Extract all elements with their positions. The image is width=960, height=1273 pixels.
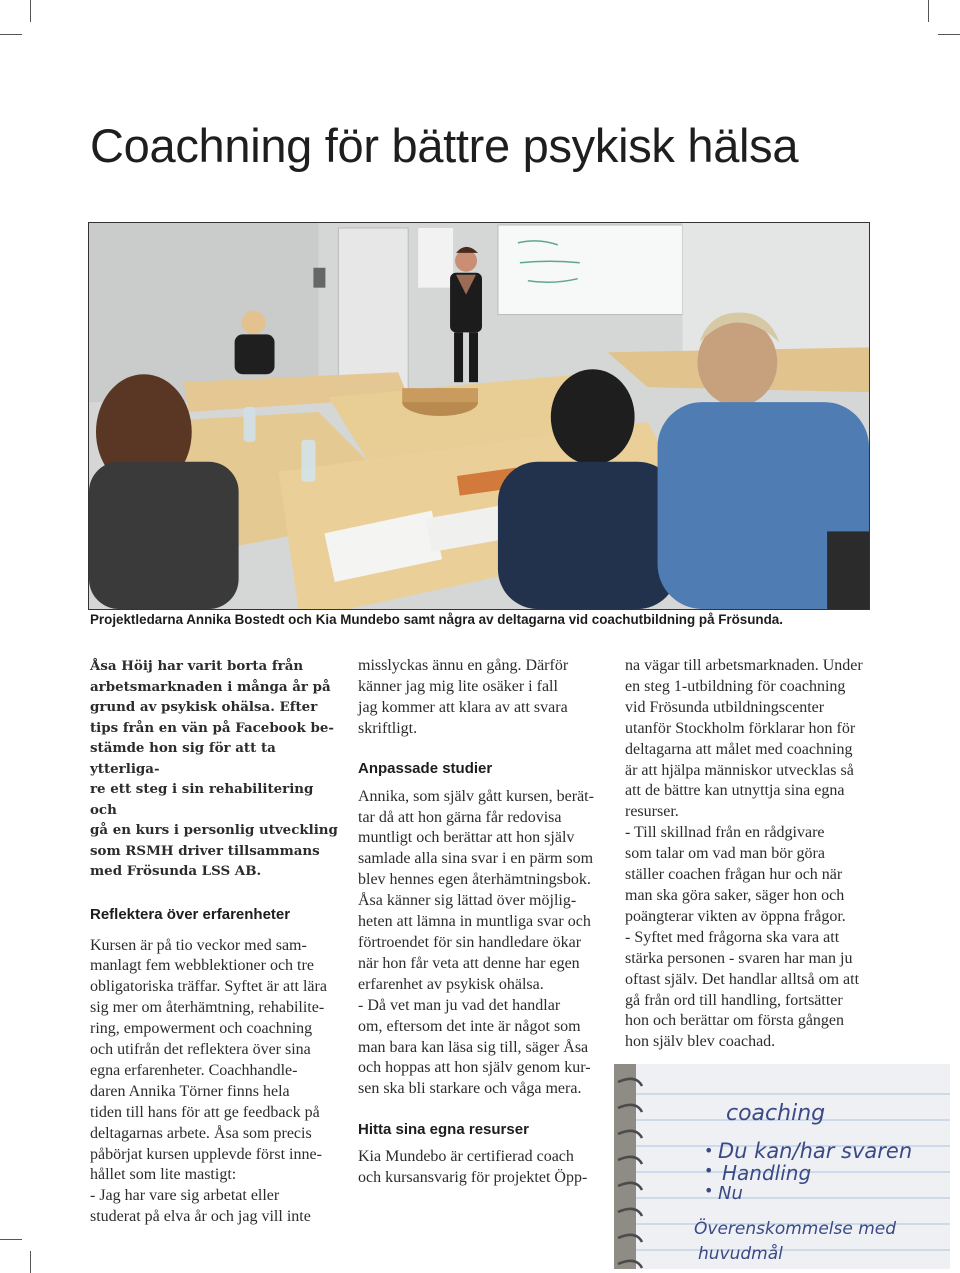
- crop-mark: [0, 1239, 22, 1240]
- body-paragraph: misslyckas ännu en gång. Därför känner jag mig lite osäker i fall jag kommer att klara av att svara skriftligt.: [358, 657, 569, 737]
- section-heading-own-resources: Hitta sina egna resurser: [358, 1121, 529, 1139]
- notebook-bullet: Handling: [722, 1161, 812, 1185]
- svg-text:•: •: [704, 1141, 714, 1160]
- photo-caption: Projektledarna Annika Bostedt och Kia Mundebo samt några av deltagarna vid coachutbildning på Frösunda.: [90, 612, 783, 627]
- crop-mark: [928, 0, 929, 22]
- body-paragraph: Kursen är på tio veckor med sam- manlagt fem webblektioner och tre obligatoriska träffar. Syftet är att lära sig mer om återhämtning, rehabilite- ring, empowerment och coachning och utifrån det reflektera över sina egna erfarenheter. Coachhandle- daren Annika Törner finns hela tiden till hans för att ge feedback på deltagarnas arbete. Åsa som precis påbörjat kursen upplevde först inne- hållet som lite mastigt: - Jag har vare sig arbetat eller studerat på elva år och jag vill inte: [90, 936, 327, 1226]
- lead-paragraph: Åsa Höij har varit borta från arbetsmarknaden i många år på grund av psykisk ohälsa. Efter tips från en vän på Facebook be- stämde hon sig för att ta ytterliga- re ett steg i sin rehabilitering och gå en kurs i personlig utveckling som RSMH driver tillsammans med Frösunda LSS AB.: [90, 658, 338, 879]
- notebook-bullet: Du kan/har svaren: [718, 1139, 913, 1163]
- crop-mark: [30, 1251, 31, 1273]
- notebook-bullet: Nu: [718, 1183, 743, 1204]
- section-heading-reflect: Reflektera över erfarenheter: [90, 905, 291, 923]
- notebook-photo: [614, 1064, 950, 1269]
- article-title: Coachning för bättre psykisk hälsa: [90, 119, 799, 172]
- section-heading-adapted-studies: Anpassade studier: [358, 759, 493, 777]
- column-2: [358, 656, 608, 1189]
- crop-mark: [938, 34, 960, 35]
- body-paragraph: Annika, som själv gått kursen, berät- tar då att hon gärna får redovisa muntligt och berättar att hon själv samlade alla sina svar i en pärm som blev hennes egen återhämtningsbok. Åsa känner sig lättad över möjlig- heten att lämna in muntliga svar och förtroendet för sin handledare ökar när hon får veta att denne har egen erfarenhet av psykisk ohälsa. - Då vet man ju vad det handlar om, eftersom det inte är något som man bara kan läsa sig till, säger Åsa och hoppas att hon själv genom kur- sen ska bli starkare och våga mera.: [358, 787, 594, 1098]
- notebook-footer-line: Överenskommelse med: [694, 1219, 897, 1239]
- svg-text:•: •: [704, 1181, 714, 1200]
- body-paragraph: Kia Mundebo är certifierad coach och kursansvarig för projektet Öpp-: [358, 1148, 588, 1187]
- crop-mark: [30, 0, 31, 22]
- notebook-heading: coaching: [726, 1101, 826, 1126]
- body-paragraph: na vägar till arbetsmarknaden. Under en steg 1-utbildning för coachning vid Frösunda utbildningscenter utanför Stockholm förklarar hon för deltagarna att målet med coachning är att hjälpa människor utvecklas så att de bättre kan utnyttja sina egna resurser. - Till skillnad från en rådgivare som talar om vad man bör göra ställer coachen frågan hur och när man ska göra saker, säger hon och poängterar vikten av öppna frågor. - Syftet med frågorna ska vara att stärka personen - svaren har man ju oftast själv. Det handlar alltså om att gå från ord till handling, fortsätter hon och berättar om första gången hon själv blev coachad.: [625, 657, 863, 1051]
- svg-text:•: •: [704, 1161, 714, 1180]
- crop-mark: [0, 34, 22, 35]
- column-3: [625, 656, 875, 1053]
- column-1: [90, 656, 340, 1228]
- notebook-footer-line: huvudmål: [698, 1244, 783, 1264]
- classroom-photo: [88, 222, 870, 610]
